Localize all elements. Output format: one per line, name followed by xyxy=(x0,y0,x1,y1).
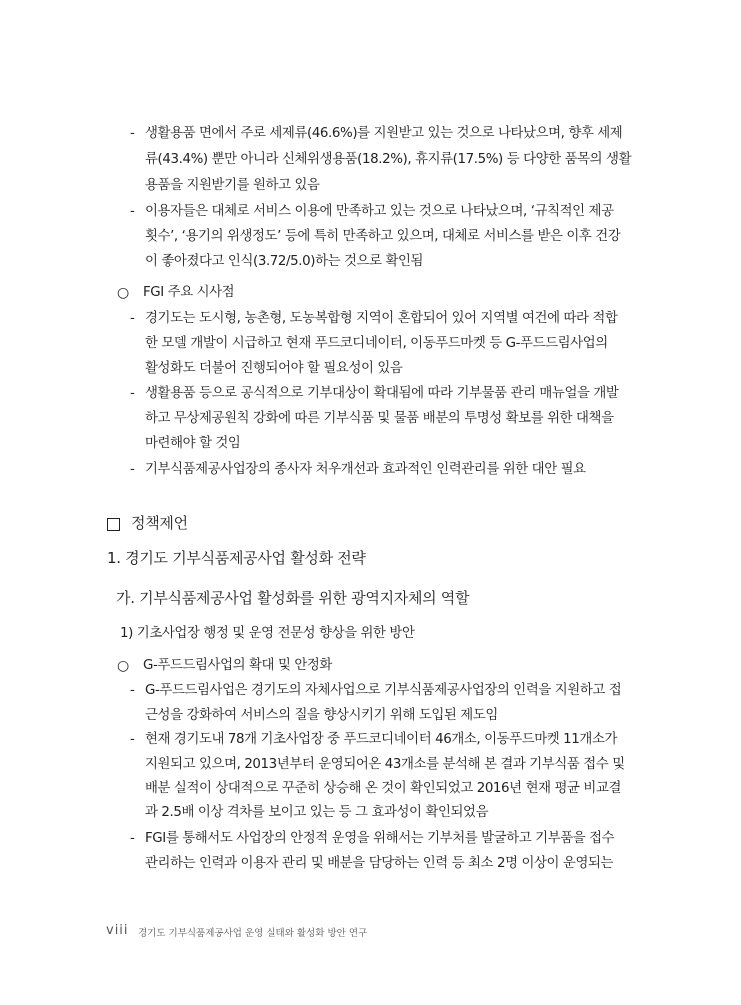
text-line: 배분 실적이 상대적으로 꾸준히 상승해 온 것이 확인되었고 2016년 현재 평균 비교결 xyxy=(145,781,622,796)
text-line: 근성을 강화하여 서비스의 질을 향상시키기 위해 도입된 제도임 xyxy=(145,708,498,723)
text-line: 생활용품 면에서 주로 세제류(46.6%)를 지원받고 있는 것으로 나타났으며, 향후 세제 xyxy=(145,126,623,141)
bullet-dash: - xyxy=(130,462,135,477)
text-line: 경기도는 도시형, 농촌형, 도농복합형 지역이 혼합되어 있어 지역별 여건에 따라 적합 xyxy=(145,311,618,326)
gfood-heading: G-푸드드림사업의 확대 및 안정화 xyxy=(143,658,332,673)
bullet-dash: - xyxy=(130,683,135,698)
sub-subsection-heading: 1) 기초사업장 행정 및 운영 전문성 향상을 위한 방안 xyxy=(120,626,415,641)
bullet-dash: - xyxy=(130,386,135,401)
policy-heading: 정책제언 xyxy=(131,514,188,532)
page-number: viii xyxy=(106,923,129,938)
text-line: 과 2.5배 이상 격차를 보이고 있는 등 그 효과성이 확인되었음 xyxy=(145,805,489,820)
text-line: 용품을 지원받기를 원하고 있음 xyxy=(145,178,320,193)
text-line: 현재 경기도내 78개 기초사업장 중 푸드코디네이터 46개소, 이동푸드마켓 11개소가 xyxy=(145,732,618,747)
text-line: 이용자들은 대체로 서비스 이용에 만족하고 있는 것으로 나타났으며, ‘규칙적인 제공 xyxy=(145,204,614,219)
text-line: FGI를 통해서도 사업장의 안정적 운영을 위해서는 기부처를 발굴하고 기부품을 접수 xyxy=(145,831,615,846)
bullet-dash: - xyxy=(130,831,135,846)
circle-bullet-icon: ○ xyxy=(117,658,130,674)
text-line: 한 모델 개발이 시급하고 현재 푸드코디네이터, 이동푸드마켓 등 G-푸드드림사업의 xyxy=(145,336,608,351)
text-line: 관리하는 인력과 이용자 관리 및 배분을 담당하는 인력 등 최소 2명 이상이 운영되는 xyxy=(145,856,614,871)
text-line: 지원되고 있으며, 2013년부터 운영되어온 43개소를 분석해 본 결과 기부식품 접수 및 xyxy=(145,757,625,772)
text-line: 활성화도 더불어 진행되어야 할 필요성이 있음 xyxy=(145,361,403,376)
running-footer-title: 경기도 기부식품제공사업 운영 실태와 활성화 방안 연구 xyxy=(138,928,368,939)
text-line: 류(43.4%) 뿐만 아니라 신체위생용품(18.2%), 휴지류(17.5%) 등 다양한 품목의 생활 xyxy=(145,152,632,167)
subsection-heading: 가. 기부식품제공사업 활성화를 위한 광역지자체의 역할 xyxy=(116,589,470,607)
text-line: G-푸드드림사업은 경기도의 자체사업으로 기부식품제공사업장의 인력을 지원하고 접 xyxy=(145,683,622,698)
square-box-icon xyxy=(107,518,120,531)
bullet-dash: - xyxy=(130,311,135,326)
bullet-dash: - xyxy=(130,126,135,141)
text-line: 생활용품 등으로 공식적으로 기부대상이 확대됨에 따라 기부물품 관리 매뉴얼을 개발 xyxy=(145,386,619,401)
bullet-dash: - xyxy=(130,732,135,747)
fgi-heading: FGI 주요 시사점 xyxy=(143,285,235,300)
text-line: 이 좋아졌다고 인식(3.72/5.0)하는 것으로 확인됨 xyxy=(145,254,424,269)
text-line: 기부식품제공사업장의 종사자 처우개선과 효과적인 인력관리를 위한 대안 필요 xyxy=(145,462,586,477)
section-heading: 1. 경기도 기부식품제공사업 활성화 전략 xyxy=(107,549,366,567)
text-line: 마련해야 할 것임 xyxy=(145,436,241,451)
bullet-dash: - xyxy=(130,204,135,219)
text-line: 횟수’, ‘용기의 위생정도’ 등에 특히 만족하고 있으며, 대체로 서비스를 받은 이후 건강 xyxy=(145,229,621,244)
circle-bullet-icon: ○ xyxy=(117,285,130,301)
text-line: 하고 무상제공원칙 강화에 따른 기부식품 및 물품 배분의 투명성 확보를 위한 대책을 xyxy=(145,411,614,426)
